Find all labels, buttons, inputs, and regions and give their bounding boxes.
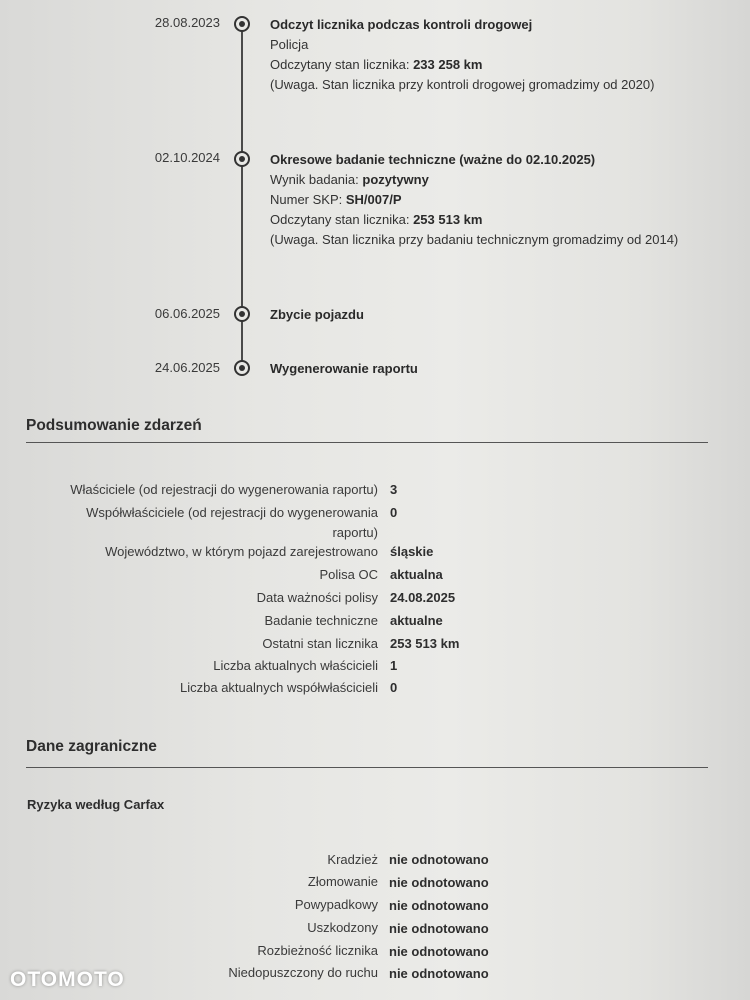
- timeline-date: 24.06.2025: [154, 360, 220, 375]
- summary-value: 1: [390, 658, 398, 673]
- summary-label: Województwo, w którym pojazd zarejestrowano: [105, 544, 378, 559]
- event-title: Odczyt licznika podczas kontroli drogowej: [270, 17, 533, 32]
- timeline-dot-icon: [234, 16, 250, 32]
- summary-label: Właściciele (od rejestracji do wygenerowania raportu): [70, 482, 378, 497]
- summary-label: Liczba aktualnych współwłaścicieli: [180, 680, 378, 695]
- event-title: Zbycie pojazdu: [270, 307, 364, 322]
- event-skp: Numer SKP: SH/007/P: [270, 192, 402, 207]
- event-source: Policja: [270, 37, 309, 52]
- timeline-date: 02.10.2024: [154, 150, 220, 165]
- carfax-title: Ryzyka według Carfax: [27, 797, 165, 812]
- section-title-foreign: Dane zagraniczne: [26, 738, 157, 755]
- otomoto-watermark-logo: OTOMOTO: [10, 968, 125, 991]
- carfax-label: Złomowanie: [307, 874, 378, 889]
- carfax-value: nie odnotowano: [389, 921, 489, 936]
- event-result: Wynik badania: pozytywny: [270, 172, 429, 187]
- event-title: Wygenerowanie raportu: [270, 361, 418, 376]
- summary-label: Data ważności polisy: [256, 590, 378, 605]
- timeline-event-report: [270, 359, 690, 379]
- summary-value: aktualna: [390, 567, 443, 582]
- timeline-date: 28.08.2023: [154, 15, 220, 30]
- event-note: (Uwaga. Stan licznika przy kontroli drogowej gromadzimy od 2020): [270, 77, 655, 92]
- summary-value: śląskie: [390, 544, 434, 559]
- event-reading: Odczytany stan licznika: 253 513 km: [270, 212, 483, 227]
- carfax-label: Powypadkowy: [294, 897, 378, 912]
- summary-value: 24.08.2025: [390, 590, 456, 605]
- summary-value: 0: [390, 505, 398, 520]
- timeline-date: 06.06.2025: [154, 306, 220, 321]
- timeline-event-sale: [270, 305, 690, 325]
- carfax-label: Niedopuszczony do ruchu: [228, 965, 378, 980]
- timeline-dot-icon: [234, 306, 250, 322]
- summary-value: 3: [390, 482, 398, 497]
- summary-label: Badanie techniczne: [264, 613, 378, 628]
- timeline-dot-icon: [234, 360, 250, 376]
- section-divider: [26, 442, 708, 443]
- carfax-value: nie odnotowano: [389, 966, 489, 981]
- timeline-event-roadside-check: [270, 15, 690, 95]
- event-reading: Odczytany stan licznika: 233 258 km: [270, 57, 483, 72]
- event-title: Okresowe badanie techniczne (ważne do 02.10.2025): [270, 152, 596, 167]
- timeline-dot-icon: [234, 151, 250, 167]
- carfax-label: Rozbieżność licznika: [257, 943, 378, 958]
- summary-label: Ostatni stan licznika: [262, 636, 378, 651]
- summary-value: 0: [390, 680, 398, 695]
- summary-label: Współwłaściciele (od rejestracji do wygenerowania raportu): [86, 505, 378, 540]
- carfax-label: Uszkodzony: [307, 920, 378, 935]
- event-note: (Uwaga. Stan licznika przy badaniu technicznym gromadzimy od 2014): [270, 232, 679, 247]
- timeline-event-inspection: [270, 150, 690, 250]
- carfax-label: Kradzież: [327, 852, 378, 867]
- section-title-summary: Podsumowanie zdarzeń: [26, 417, 202, 434]
- carfax-value: nie odnotowano: [389, 944, 489, 959]
- section-divider: [26, 767, 708, 768]
- carfax-value: nie odnotowano: [389, 875, 489, 890]
- carfax-value: nie odnotowano: [389, 852, 489, 867]
- summary-label: Liczba aktualnych właścicieli: [213, 658, 378, 673]
- summary-value: 253 513 km: [390, 636, 460, 651]
- carfax-value: nie odnotowano: [389, 898, 489, 913]
- summary-value: aktualne: [390, 613, 443, 628]
- summary-label: Polisa OC: [319, 567, 378, 582]
